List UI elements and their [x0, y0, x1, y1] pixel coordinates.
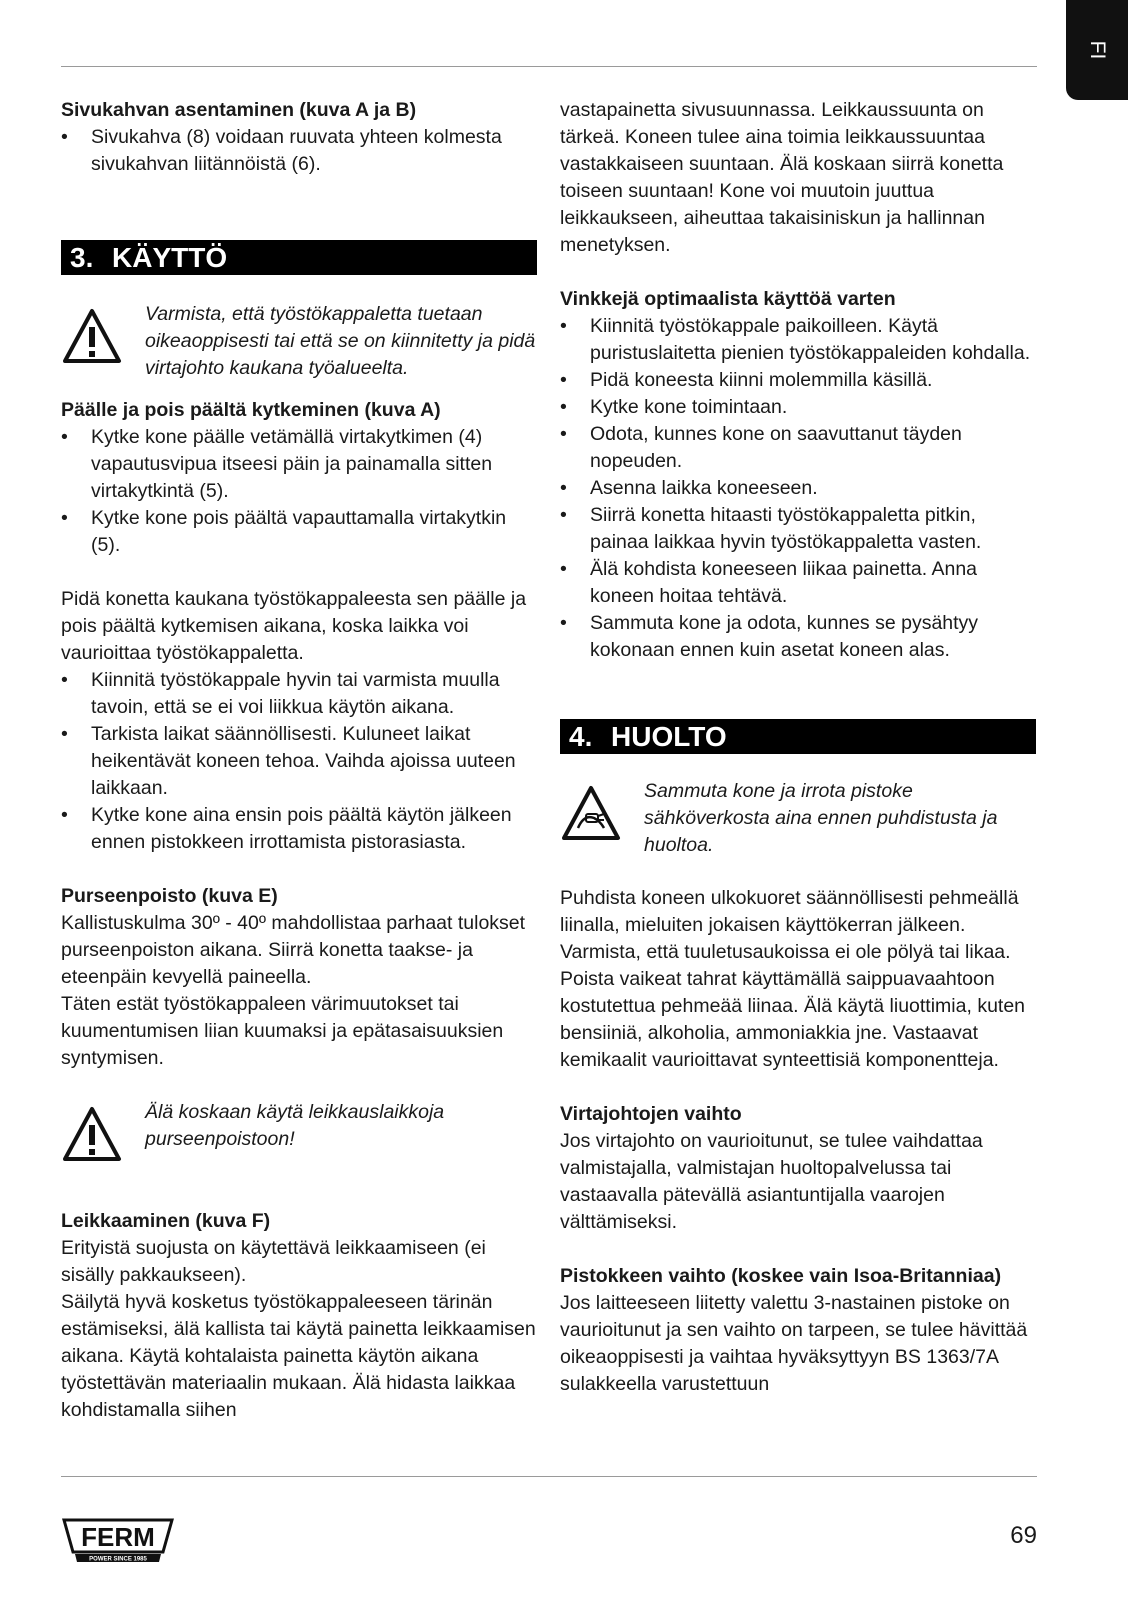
bullet-list	[560, 313, 1036, 664]
list-item: • Älä kohdista koneeseen liikaa painetta. Anna koneen hoitaa tehtävä.	[560, 556, 1036, 610]
warning-triangle-icon	[61, 301, 145, 370]
logo-text: FERM	[81, 1522, 155, 1552]
paragraph: Puhdista koneen ulkokuoret säännöllisesti pehmeällä liinalla, mieluiten jokaisen käyttökerran jälkeen. Varmista, että tuuletusaukoissa ei ole pölyä tai likaa. Poista vaikeat tahrat käyttämällä saippuavaahtoon kostutettua pehmeää liinaa. Älä käytä liuottimia, kuten bensiiniä, alkoholia, ammoniakkia jne. Vastaavat kemikaalit vaurioittavat synteettisiä komponentteja.	[560, 887, 1026, 1071]
list-item: • Kytke kone pois päältä vapauttamalla virtakytkin (5).	[61, 505, 537, 559]
page-number: 69	[1010, 1522, 1037, 1549]
right-column	[560, 97, 1036, 1398]
list-item: • Kiinnitä työstökappale hyvin tai varmista muulla tavoin, että se ei voi liikkua käytön aikana.	[61, 667, 537, 721]
paragraph: Säilytä hyvä kosketus työstökappaleeseen tärinän estämiseksi, älä kallista tai käytä painetta leikkaamisen aikana. Käytä kohtalaista painetta käytön aikana työstettävän materiaalin mukaan. Älä hidasta laikkaa kohdistamalla siihen	[61, 1291, 536, 1421]
paragraph: Pidä konetta kaukana työstökappaleesta sen päälle ja pois päältä kytkemisen aikana, koska laikka voi vaurioittaa työstökappaletta.	[61, 588, 527, 664]
footer-rule	[61, 1476, 1037, 1477]
warning-note	[61, 301, 537, 382]
warning-note	[560, 778, 1036, 859]
unplug-warning-icon	[560, 778, 644, 849]
left-column	[61, 97, 537, 1424]
section-title: HUOLTO	[611, 721, 727, 752]
bullet-list	[61, 424, 537, 559]
paragraph: Jos virtajohto on vaurioitunut, se tulee vaihdattaa valmistajalla, valmistajan huoltopalvelussa tai vastaavalla pätevällä asiantuntijalla vaarojen välttämiseksi.	[560, 1130, 983, 1233]
logo-tagline: POWER SINCE 1985	[89, 1556, 147, 1563]
list-item: • Asenna laikka koneeseen.	[560, 475, 1036, 502]
bullet-list	[61, 124, 537, 178]
list-item: • Kytke kone päälle vetämällä virtakytkimen (4) vapautusvipua itseesi päin ja painamalla sitten virtakytkintä (5).	[61, 424, 537, 505]
warning-text: Sammuta kone ja irrota pistoke sähköverkosta aina ennen puhdistusta ja huoltoa.	[644, 780, 998, 856]
warning-triangle-icon	[61, 1099, 145, 1168]
list-item: • Pidä koneesta kiinni molemmilla käsillä.	[560, 367, 1036, 394]
header-rule	[61, 66, 1037, 67]
warning-text: Älä koskaan käytä leikkauslaikkoja purseenpoistoon!	[145, 1101, 445, 1150]
list-item: • Tarkista laikat säännöllisesti. Kuluneet laikat heikentävät koneen tehoa. Vaihda ajoissa uuteen laikkaan.	[61, 721, 537, 802]
section-title-bar	[560, 719, 1036, 754]
section-heading: Virtajohtojen vaihto	[560, 1103, 742, 1125]
list-item: • Sammuta kone ja odota, kunnes se pysähtyy kokonaan ennen kuin asetat koneen alas.	[560, 610, 1036, 664]
section-title: KÄYTTÖ	[112, 242, 228, 273]
section-heading: Pistokkeen vaihto (koskee vain Isoa-Britanniaa)	[560, 1265, 1002, 1287]
section-heading: Vinkkejä optimaalista käyttöä varten	[560, 288, 896, 310]
section-heading: Sivukahvan asentaminen (kuva A ja B)	[61, 99, 417, 121]
language-tab-label: FI	[1086, 40, 1109, 60]
list-item: • Siirrä konetta hitaasti työstökappaletta pitkin, painaa laikkaa hyvin työstökappaletta vasten.	[560, 502, 1036, 556]
list-item: • Kytke kone aina ensin pois päältä käytön jälkeen ennen pistokkeen irrottamista pistorasiasta.	[61, 802, 537, 856]
paragraph: Jos laitteeseen liitetty valettu 3-nastainen pistoke on vaurioitunut ja sen vaihto on tarpeen, se tulee hävittää oikeaoppisesti ja vaihtaa hyväksyttyyn BS 1363/7A sulakkeella varustettuun	[560, 1292, 1028, 1395]
section-title-bar	[61, 240, 537, 275]
paragraph: Kallistuskulma 30º - 40º mahdollistaa parhaat tulokset purseenpoiston aikana. Siirrä konetta taakse- ja eteenpäin kevyellä paineella.	[61, 912, 526, 988]
section-heading: Päälle ja pois päältä kytkeminen (kuva A)	[61, 399, 441, 421]
section-heading: Leikkaaminen (kuva F)	[61, 1210, 271, 1232]
language-tab	[1066, 0, 1128, 100]
bullet-list	[61, 667, 537, 856]
paragraph: Erityistä suojusta on käytettävä leikkaamiseen (ei sisälly pakkaukseen).	[61, 1237, 486, 1286]
section-number: 4.	[569, 721, 593, 752]
section-number: 3.	[70, 242, 94, 273]
paragraph: Täten estät työstökappaleen värimuutokset tai kuumentumisen liian kuumaksi ja epätasaisuuksien syntymisen.	[61, 993, 504, 1069]
warning-text: Varmista, että työstökappaletta tuetaan oikeaoppisesti tai että se on kiinnitetty ja pidä virtajohto kaukana työalueelta.	[145, 303, 536, 379]
warning-note	[61, 1099, 537, 1168]
ferm-logo	[61, 1518, 175, 1569]
list-item: • Kiinnitä työstökappale paikoilleen. Käytä puristuslaitetta pienien työstökappaleiden kohdalla.	[560, 313, 1036, 367]
paragraph: vastapainetta sivusuunnassa. Leikkaussuunta on tärkeä. Koneen tulee aina toimia leikkaussuuntaa vastakkaiseen suuntaan. Älä koskaan siirrä konetta toiseen suuntaan! Kone voi muutoin juuttua leikkaukseen, aiheuttaa takaisiniskun ja hallinnan menetyksen.	[560, 99, 1004, 256]
section-heading: Purseenpoisto (kuva E)	[61, 885, 278, 907]
list-item: • Sivukahva (8) voidaan ruuvata yhteen kolmesta sivukahvan liitännöistä (6).	[61, 124, 537, 178]
list-item: • Odota, kunnes kone on saavuttanut täyden nopeuden.	[560, 421, 1036, 475]
list-item: • Kytke kone toimintaan.	[560, 394, 1036, 421]
